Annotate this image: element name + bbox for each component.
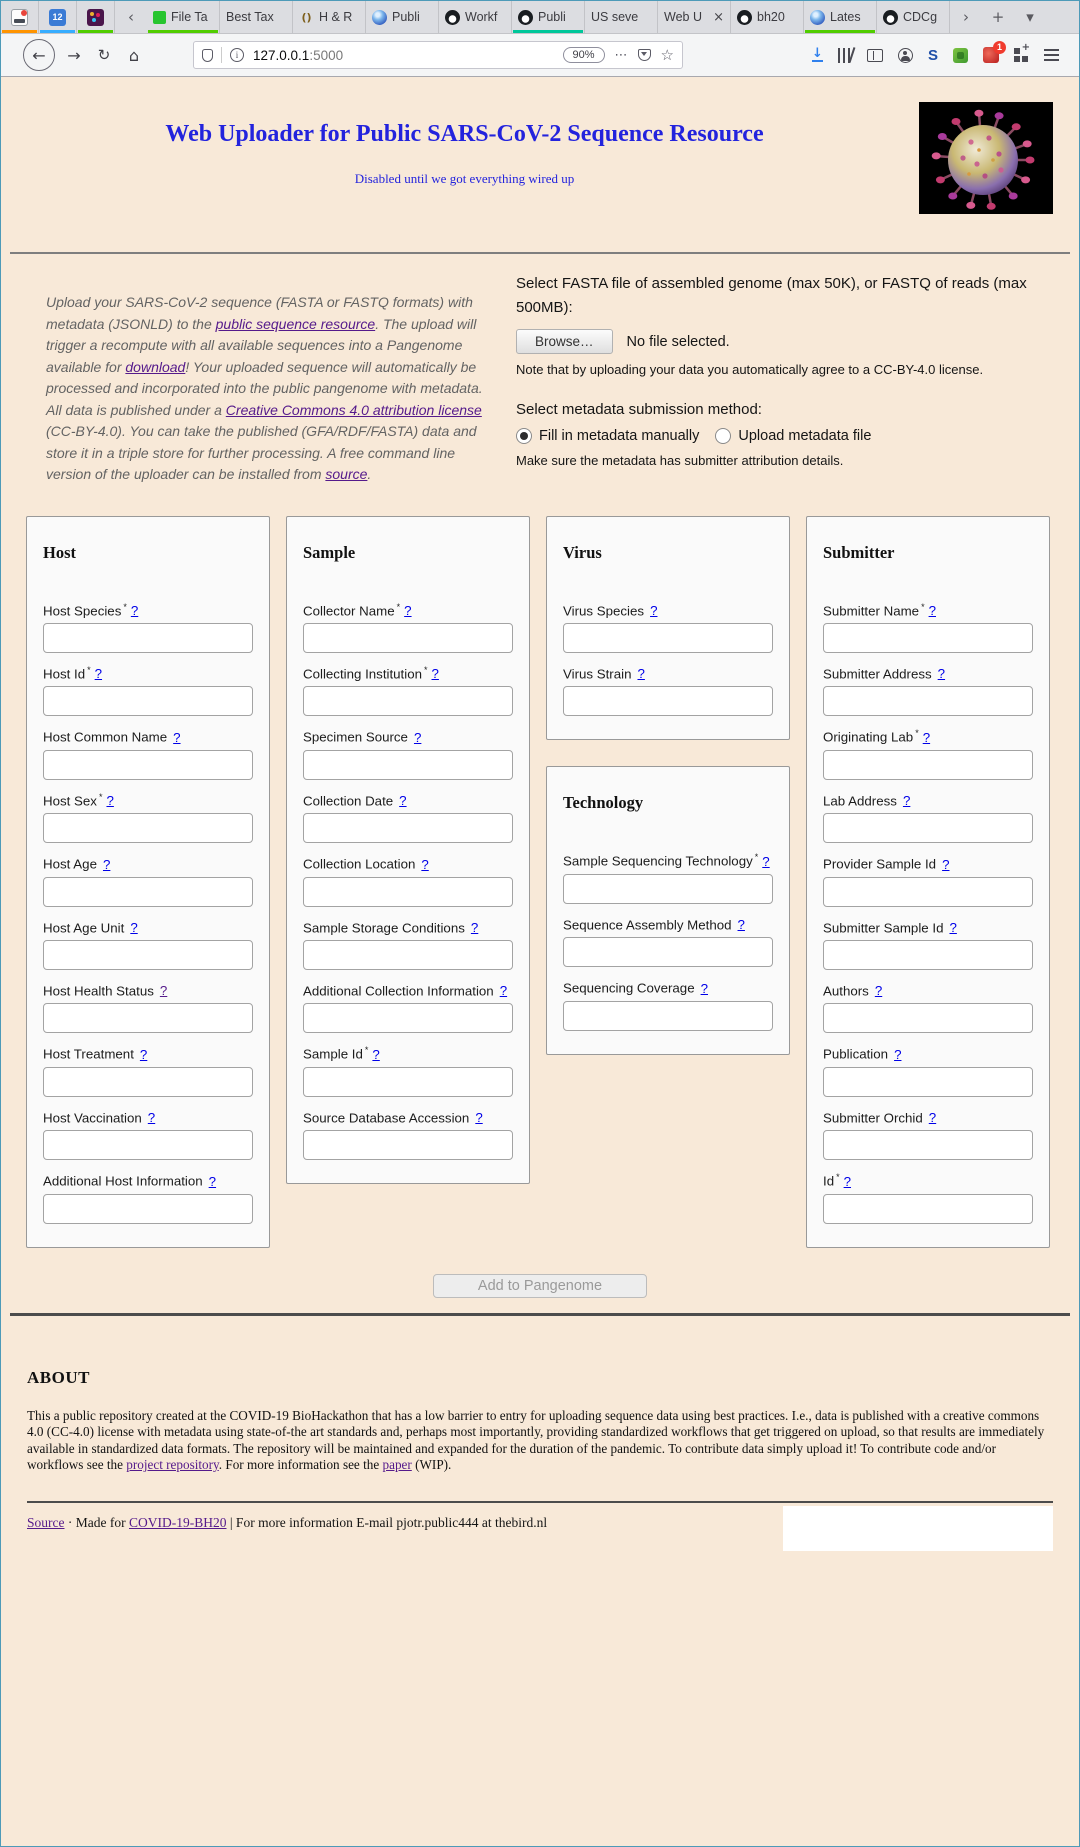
- page-subtitle: Disabled until we got everything wired up: [354, 170, 575, 186]
- text-input[interactable]: [823, 877, 1033, 907]
- page-content: [1, 77, 1079, 1846]
- url-text[interactable]: 127.0.0.1:5000: [253, 47, 344, 63]
- extensions-grid-icon[interactable]: [1014, 48, 1029, 63]
- form-field: [563, 599, 773, 653]
- help-link[interactable]: ?: [937, 666, 946, 682]
- field-label: Collection Location ?: [303, 856, 429, 872]
- required-asterisk: *: [123, 601, 127, 612]
- field-label: Host Age Unit ?: [43, 920, 138, 936]
- text-input[interactable]: [823, 1130, 1033, 1160]
- text-input[interactable]: [563, 1001, 773, 1031]
- container-underline: [586, 30, 656, 33]
- tab-favicon: [883, 10, 898, 25]
- browser-tab[interactable]: [220, 1, 293, 33]
- field-label: Virus Species ?: [563, 602, 658, 618]
- add-to-pangenome-button[interactable]: Add to Pangenome: [433, 1274, 647, 1298]
- bookmark-star-icon[interactable]: ☆: [660, 45, 674, 64]
- help-link[interactable]: ?: [470, 920, 479, 936]
- form-field: [43, 1042, 253, 1096]
- field-label: Host Common Name ?: [43, 729, 181, 745]
- text-input[interactable]: [303, 1003, 513, 1033]
- container-underline: [221, 30, 291, 33]
- field-label: Provider Sample Id ?: [823, 856, 950, 872]
- required-asterisk: *: [424, 664, 428, 675]
- text-input[interactable]: [43, 813, 253, 843]
- browser-tab[interactable]: [585, 1, 658, 33]
- help-link[interactable]: ?: [942, 856, 950, 872]
- project-repository-link[interactable]: project repository: [126, 1456, 219, 1472]
- browser-tab[interactable]: [658, 1, 731, 33]
- form-field: [303, 725, 513, 779]
- text-input[interactable]: [563, 686, 773, 716]
- form-section-host: [26, 516, 270, 1248]
- container-underline: [659, 30, 729, 33]
- metadata-method-label: Select metadata submission method:: [516, 401, 762, 418]
- divider: [221, 47, 222, 63]
- help-link[interactable]: ?: [404, 602, 412, 618]
- form-field: [823, 1106, 1033, 1160]
- form-field: [43, 1169, 253, 1223]
- radio-fill-manually-input[interactable]: [516, 428, 532, 444]
- field-label: Publication ?: [823, 1046, 902, 1062]
- required-asterisk: *: [98, 791, 103, 802]
- browser-tab[interactable]: [293, 1, 366, 33]
- text-input[interactable]: [303, 623, 513, 653]
- tab-title: Best Tax: [226, 10, 274, 24]
- field-label: Additional Collection Information ?: [303, 983, 508, 999]
- help-link[interactable]: ?: [130, 602, 139, 618]
- text-input[interactable]: [43, 686, 253, 716]
- form-field: [303, 599, 513, 653]
- form-field: [43, 725, 253, 779]
- field-label: Lab Address ?: [823, 793, 911, 809]
- form-field: [303, 662, 513, 716]
- covid19-bh20-link[interactable]: COVID-19-BH20: [128, 1515, 227, 1531]
- forward-button[interactable]: →: [67, 45, 81, 65]
- help-link[interactable]: ?: [106, 793, 114, 809]
- sars-cov-2-virus-image: [919, 102, 1053, 214]
- browser-tab[interactable]: [147, 1, 220, 33]
- help-link[interactable]: ?: [94, 666, 103, 682]
- tab-title: Publi: [392, 10, 420, 24]
- text-input[interactable]: [823, 623, 1033, 653]
- form-field: [303, 916, 513, 970]
- downloads-icon[interactable]: ↓: [812, 46, 823, 61]
- tab-title: US seve: [591, 10, 639, 24]
- form-field: [563, 662, 773, 716]
- section-divider: [10, 1313, 1070, 1316]
- help-link[interactable]: ?: [421, 856, 429, 872]
- fasta-select-label: Select FASTA file of assembled genome (max 50K), or FASTQ of reads (max 500MB):: [516, 275, 1027, 316]
- page-footer: [27, 1506, 1053, 1551]
- help-link[interactable]: ?: [902, 793, 911, 809]
- field-label: Host Species * ?: [43, 601, 139, 618]
- tab-favicon: [372, 10, 387, 25]
- home-button[interactable]: ⌂: [128, 45, 140, 65]
- section-title: Sample: [303, 542, 356, 562]
- section-title: Virus: [563, 542, 602, 562]
- text-input[interactable]: [823, 1067, 1033, 1097]
- reload-button[interactable]: ↻: [97, 46, 111, 64]
- public-sequence-resource-link[interactable]: public sequence resource: [215, 315, 376, 332]
- required-asterisk: *: [921, 601, 925, 612]
- form-field: [563, 976, 773, 1030]
- pinned-tab-icon: [11, 9, 28, 26]
- form-field: [43, 789, 253, 843]
- download-link[interactable]: download: [125, 358, 186, 375]
- text-input[interactable]: [303, 940, 513, 970]
- tab-title: File Ta: [171, 10, 208, 24]
- form-field: [823, 662, 1033, 716]
- tab-favicon: [518, 10, 533, 25]
- site-info-icon[interactable]: i: [230, 48, 244, 62]
- field-label: Collecting Institution * ?: [303, 664, 439, 682]
- page-title: Web Uploader for Public SARS-CoV-2 Sequence Resource: [165, 121, 764, 147]
- help-link[interactable]: ?: [159, 983, 168, 999]
- tab-scroll-left-icon[interactable]: ‹: [128, 8, 134, 26]
- radio-fill-manually[interactable]: Fill in metadata manually: [516, 428, 699, 444]
- source-link[interactable]: source: [325, 466, 368, 482]
- help-link[interactable]: ?: [637, 666, 645, 682]
- form-section-technology: [546, 766, 790, 1054]
- field-label: Submitter Name * ?: [823, 601, 936, 618]
- green-extension-icon[interactable]: [953, 48, 968, 63]
- attribution-note: Make sure the metadata has submitter attribution details.: [516, 453, 844, 468]
- required-asterisk: *: [836, 1172, 840, 1183]
- section-title: Host: [43, 542, 76, 562]
- form-field: [43, 852, 253, 906]
- form-field: [43, 979, 253, 1033]
- field-label: Collection Date ?: [303, 793, 407, 809]
- upload-panel: [516, 254, 1038, 486]
- browser-tab[interactable]: [731, 1, 804, 33]
- text-input[interactable]: [43, 1003, 253, 1033]
- form-field: [823, 1169, 1033, 1223]
- tab-favicon: [810, 10, 825, 25]
- field-label: Specimen Source ?: [303, 729, 422, 745]
- browser-tab[interactable]: [366, 1, 439, 33]
- form-field: [43, 916, 253, 970]
- help-link[interactable]: ?: [928, 1110, 937, 1126]
- page-actions-icon[interactable]: ⋯: [614, 47, 628, 63]
- container-underline: [2, 30, 37, 33]
- tab-title: bh20: [757, 10, 785, 24]
- required-asterisk: *: [915, 728, 919, 739]
- metadata-form: [26, 516, 1079, 1248]
- field-label: Id * ?: [823, 1172, 852, 1189]
- tab-title: Web U: [664, 10, 702, 24]
- form-field: [303, 1106, 513, 1160]
- field-label: Host Health Status ?: [43, 983, 168, 999]
- field-label: Sample Id * ?: [303, 1045, 380, 1062]
- footer-divider: [27, 1501, 1053, 1503]
- form-field: [303, 852, 513, 906]
- pinned-tab-icon: [87, 9, 104, 26]
- container-underline: [367, 30, 437, 33]
- browser-tab[interactable]: [512, 1, 585, 33]
- help-link[interactable]: ?: [399, 793, 407, 809]
- help-link[interactable]: ?: [949, 920, 957, 936]
- container-underline: [78, 30, 113, 33]
- help-link[interactable]: ?: [499, 983, 508, 999]
- form-field: [823, 916, 1033, 970]
- text-input[interactable]: [823, 940, 1033, 970]
- form-section-sample: [286, 516, 530, 1185]
- container-underline: [294, 30, 364, 33]
- text-input[interactable]: [303, 813, 513, 843]
- text-input[interactable]: [823, 1194, 1033, 1224]
- footer-source-link[interactable]: Source: [27, 1515, 65, 1531]
- help-link[interactable]: ?: [431, 666, 439, 682]
- no-file-selected-text: No file selected.: [626, 333, 730, 350]
- text-input[interactable]: [823, 813, 1033, 843]
- field-label: Submitter Orchid ?: [823, 1110, 937, 1126]
- field-label: Sample Sequencing Technology * ?: [563, 852, 770, 869]
- form-field: [823, 852, 1033, 906]
- field-label: Source Database Accession ?: [303, 1110, 483, 1126]
- tab-close-icon[interactable]: ×: [713, 9, 724, 25]
- help-link[interactable]: ?: [762, 853, 770, 869]
- pinned-tab[interactable]: [39, 1, 77, 33]
- browser-tab[interactable]: [804, 1, 877, 33]
- list-tabs-icon[interactable]: ▾: [1026, 8, 1034, 26]
- radio-upload-file[interactable]: Upload metadata file: [715, 428, 871, 444]
- container-underline: [805, 30, 875, 33]
- notification-badge: 1: [993, 41, 1006, 54]
- field-label: Host Id * ?: [43, 664, 103, 682]
- form-field: [303, 789, 513, 843]
- help-link[interactable]: ?: [650, 602, 658, 618]
- field-label: Additional Host Information ?: [43, 1173, 217, 1189]
- field-label: Virus Strain ?: [563, 666, 645, 682]
- help-link[interactable]: ?: [173, 729, 181, 745]
- container-underline: [878, 30, 948, 33]
- text-input[interactable]: [303, 686, 513, 716]
- help-link[interactable]: ?: [922, 729, 931, 745]
- form-field: [823, 725, 1033, 779]
- text-input[interactable]: [43, 1130, 253, 1160]
- pinned-tab-icon: 12: [49, 9, 66, 26]
- text-input[interactable]: [43, 940, 253, 970]
- help-link[interactable]: ?: [102, 856, 111, 872]
- menu-hamburger-icon[interactable]: [1044, 49, 1059, 61]
- tab-title: CDCg: [903, 10, 938, 24]
- required-asterisk: *: [87, 664, 91, 675]
- browser-tab[interactable]: [877, 1, 950, 33]
- about-paragraph: This a public repository created at the COVID-19 BioHackathon that has a low barrier to entry for uploading sequence data using best practices. I.e., data is published with a creative commons 4.0 (CC-4.0) license with metadata using state-of-the art standards and, perhaps most importantly, providing standardized workflows that get triggered on upload, so that results are immediately available in standardized data formats. The repository will be maintained and expanded for the duration of the pandemic. To contribute data simply upload it! To contribute code and/or workflows see the project repository. For more information see the paper (WIP).: [27, 1407, 1045, 1472]
- help-link[interactable]: ?: [208, 1173, 217, 1189]
- help-link[interactable]: ?: [928, 602, 936, 618]
- form-field: [43, 662, 253, 716]
- text-input[interactable]: [43, 1194, 253, 1224]
- field-label: Host Treatment ?: [43, 1046, 148, 1062]
- library-icon[interactable]: [838, 48, 852, 63]
- field-label: Host Vaccination ?: [43, 1110, 156, 1126]
- radio-upload-file-input[interactable]: [715, 428, 731, 444]
- url-bar[interactable]: [193, 41, 683, 69]
- sidebar-toggle-icon[interactable]: [867, 49, 883, 62]
- required-asterisk: *: [364, 1045, 369, 1056]
- form-field: [563, 913, 773, 967]
- tab-overflow-icon[interactable]: ›: [963, 8, 969, 26]
- about-section: [27, 1368, 1053, 1474]
- new-tab-button[interactable]: +: [991, 8, 1005, 26]
- form-field: [823, 599, 1033, 653]
- zoom-level-badge[interactable]: 90%: [563, 47, 605, 63]
- field-label: Submitter Sample Id ?: [823, 920, 957, 936]
- help-link[interactable]: ?: [700, 980, 708, 996]
- text-input[interactable]: [303, 1067, 513, 1097]
- pinned-tab[interactable]: [77, 1, 115, 33]
- form-field: [823, 1042, 1033, 1096]
- field-label: Authors ?: [823, 983, 883, 999]
- tab-favicon: (): [301, 10, 312, 24]
- help-link[interactable]: ?: [372, 1046, 380, 1062]
- page-header: [10, 77, 1070, 214]
- form-field: [43, 599, 253, 653]
- text-input[interactable]: [303, 750, 513, 780]
- help-link[interactable]: ?: [130, 920, 138, 936]
- pinned-tab[interactable]: [1, 1, 39, 33]
- intro-paragraph: Upload your SARS-CoV-2 sequence (FASTA or FASTQ formats) with metadata (JSONLD) to the public sequence resource. The upload will trigger a recompute with all available sequences into a Pangenome available for download! Your uploaded sequence will automatically be processed and incorporated into the public pangenome with metadata. All data is published under a Creative Commons 4.0 attribution license (CC-BY-4.0). You can take the published (GFA/RDF/FASTA) data and store it in a triple store for further processing. A free command line version of the uploader can be installed from source.: [46, 294, 483, 482]
- text-input[interactable]: [303, 877, 513, 907]
- text-input[interactable]: [43, 623, 253, 653]
- field-label: Sample Storage Conditions ?: [303, 920, 479, 936]
- help-link[interactable]: ?: [894, 1046, 902, 1062]
- tracking-protection-shield-icon[interactable]: [202, 49, 213, 62]
- tab-title: Lates: [830, 10, 861, 24]
- field-label: Host Age ?: [43, 856, 111, 872]
- browser-tab[interactable]: [439, 1, 512, 33]
- text-input[interactable]: [303, 1130, 513, 1160]
- tab-title: Workf: [465, 10, 498, 24]
- text-input[interactable]: [563, 623, 773, 653]
- tab-favicon: [737, 10, 752, 25]
- cc-license-link[interactable]: Creative Commons 4.0 attribution license: [225, 401, 482, 418]
- biohackathon-logo: [783, 1506, 1053, 1551]
- section-title: Technology: [563, 793, 644, 813]
- form-field: [823, 979, 1033, 1033]
- field-label: Sequence Assembly Method ?: [563, 917, 745, 933]
- help-link[interactable]: ?: [737, 917, 745, 933]
- field-label: Submitter Address ?: [823, 666, 946, 682]
- form-section-virus: [546, 516, 790, 741]
- text-input[interactable]: [823, 750, 1033, 780]
- form-field: [303, 979, 513, 1033]
- footer-text: Source · Made for COVID-19-BH20 | For more information E-mail pjotr.public444 at thebird.nl: [27, 1515, 548, 1531]
- paper-link[interactable]: paper: [382, 1456, 412, 1472]
- help-link[interactable]: ?: [139, 1046, 148, 1062]
- required-asterisk: *: [396, 601, 401, 612]
- text-input[interactable]: [563, 874, 773, 904]
- help-link[interactable]: ?: [874, 983, 883, 999]
- about-heading: ABOUT: [27, 1367, 90, 1387]
- license-note: Note that by uploading your data you automatically agree to a CC-BY-4.0 license.: [516, 362, 984, 377]
- form-field: [43, 1106, 253, 1160]
- text-input[interactable]: [43, 750, 253, 780]
- s-extension-icon[interactable]: S: [927, 46, 938, 64]
- container-underline: [732, 30, 802, 33]
- text-input[interactable]: [43, 877, 253, 907]
- container-underline: [513, 30, 583, 33]
- notification-extension-icon[interactable]: [983, 42, 1002, 63]
- field-label: Host Sex * ?: [43, 791, 114, 809]
- pocket-icon[interactable]: [638, 49, 651, 61]
- navigation-toolbar: [1, 34, 1079, 77]
- form-field: [823, 789, 1033, 843]
- container-underline: [148, 30, 218, 33]
- field-label: Originating Lab * ?: [823, 728, 931, 745]
- text-input[interactable]: [43, 1067, 253, 1097]
- form-field: [563, 849, 773, 903]
- back-button[interactable]: ←: [23, 39, 55, 71]
- browse-button[interactable]: Browse…: [516, 329, 613, 354]
- text-input[interactable]: [823, 1003, 1033, 1033]
- text-input[interactable]: [563, 937, 773, 967]
- tab-bar: [1, 1, 1079, 34]
- section-title: Submitter: [823, 542, 895, 562]
- help-link[interactable]: ?: [147, 1110, 156, 1126]
- tab-title: H & R: [319, 10, 353, 24]
- form-section-submitter: [806, 516, 1050, 1248]
- tab-favicon: [445, 10, 460, 25]
- field-label: Collector Name * ?: [303, 601, 412, 618]
- help-link[interactable]: ?: [475, 1110, 483, 1126]
- text-input[interactable]: [823, 686, 1033, 716]
- tab-favicon: [153, 11, 166, 24]
- tab-title: Publi: [538, 10, 566, 24]
- help-link[interactable]: ?: [413, 729, 422, 745]
- container-underline: [40, 30, 75, 33]
- container-underline: [440, 30, 510, 33]
- required-asterisk: *: [754, 852, 759, 863]
- field-label: Sequencing Coverage ?: [563, 980, 708, 996]
- help-link[interactable]: ?: [843, 1173, 852, 1189]
- account-icon[interactable]: [898, 48, 913, 63]
- form-field: [303, 1042, 513, 1096]
